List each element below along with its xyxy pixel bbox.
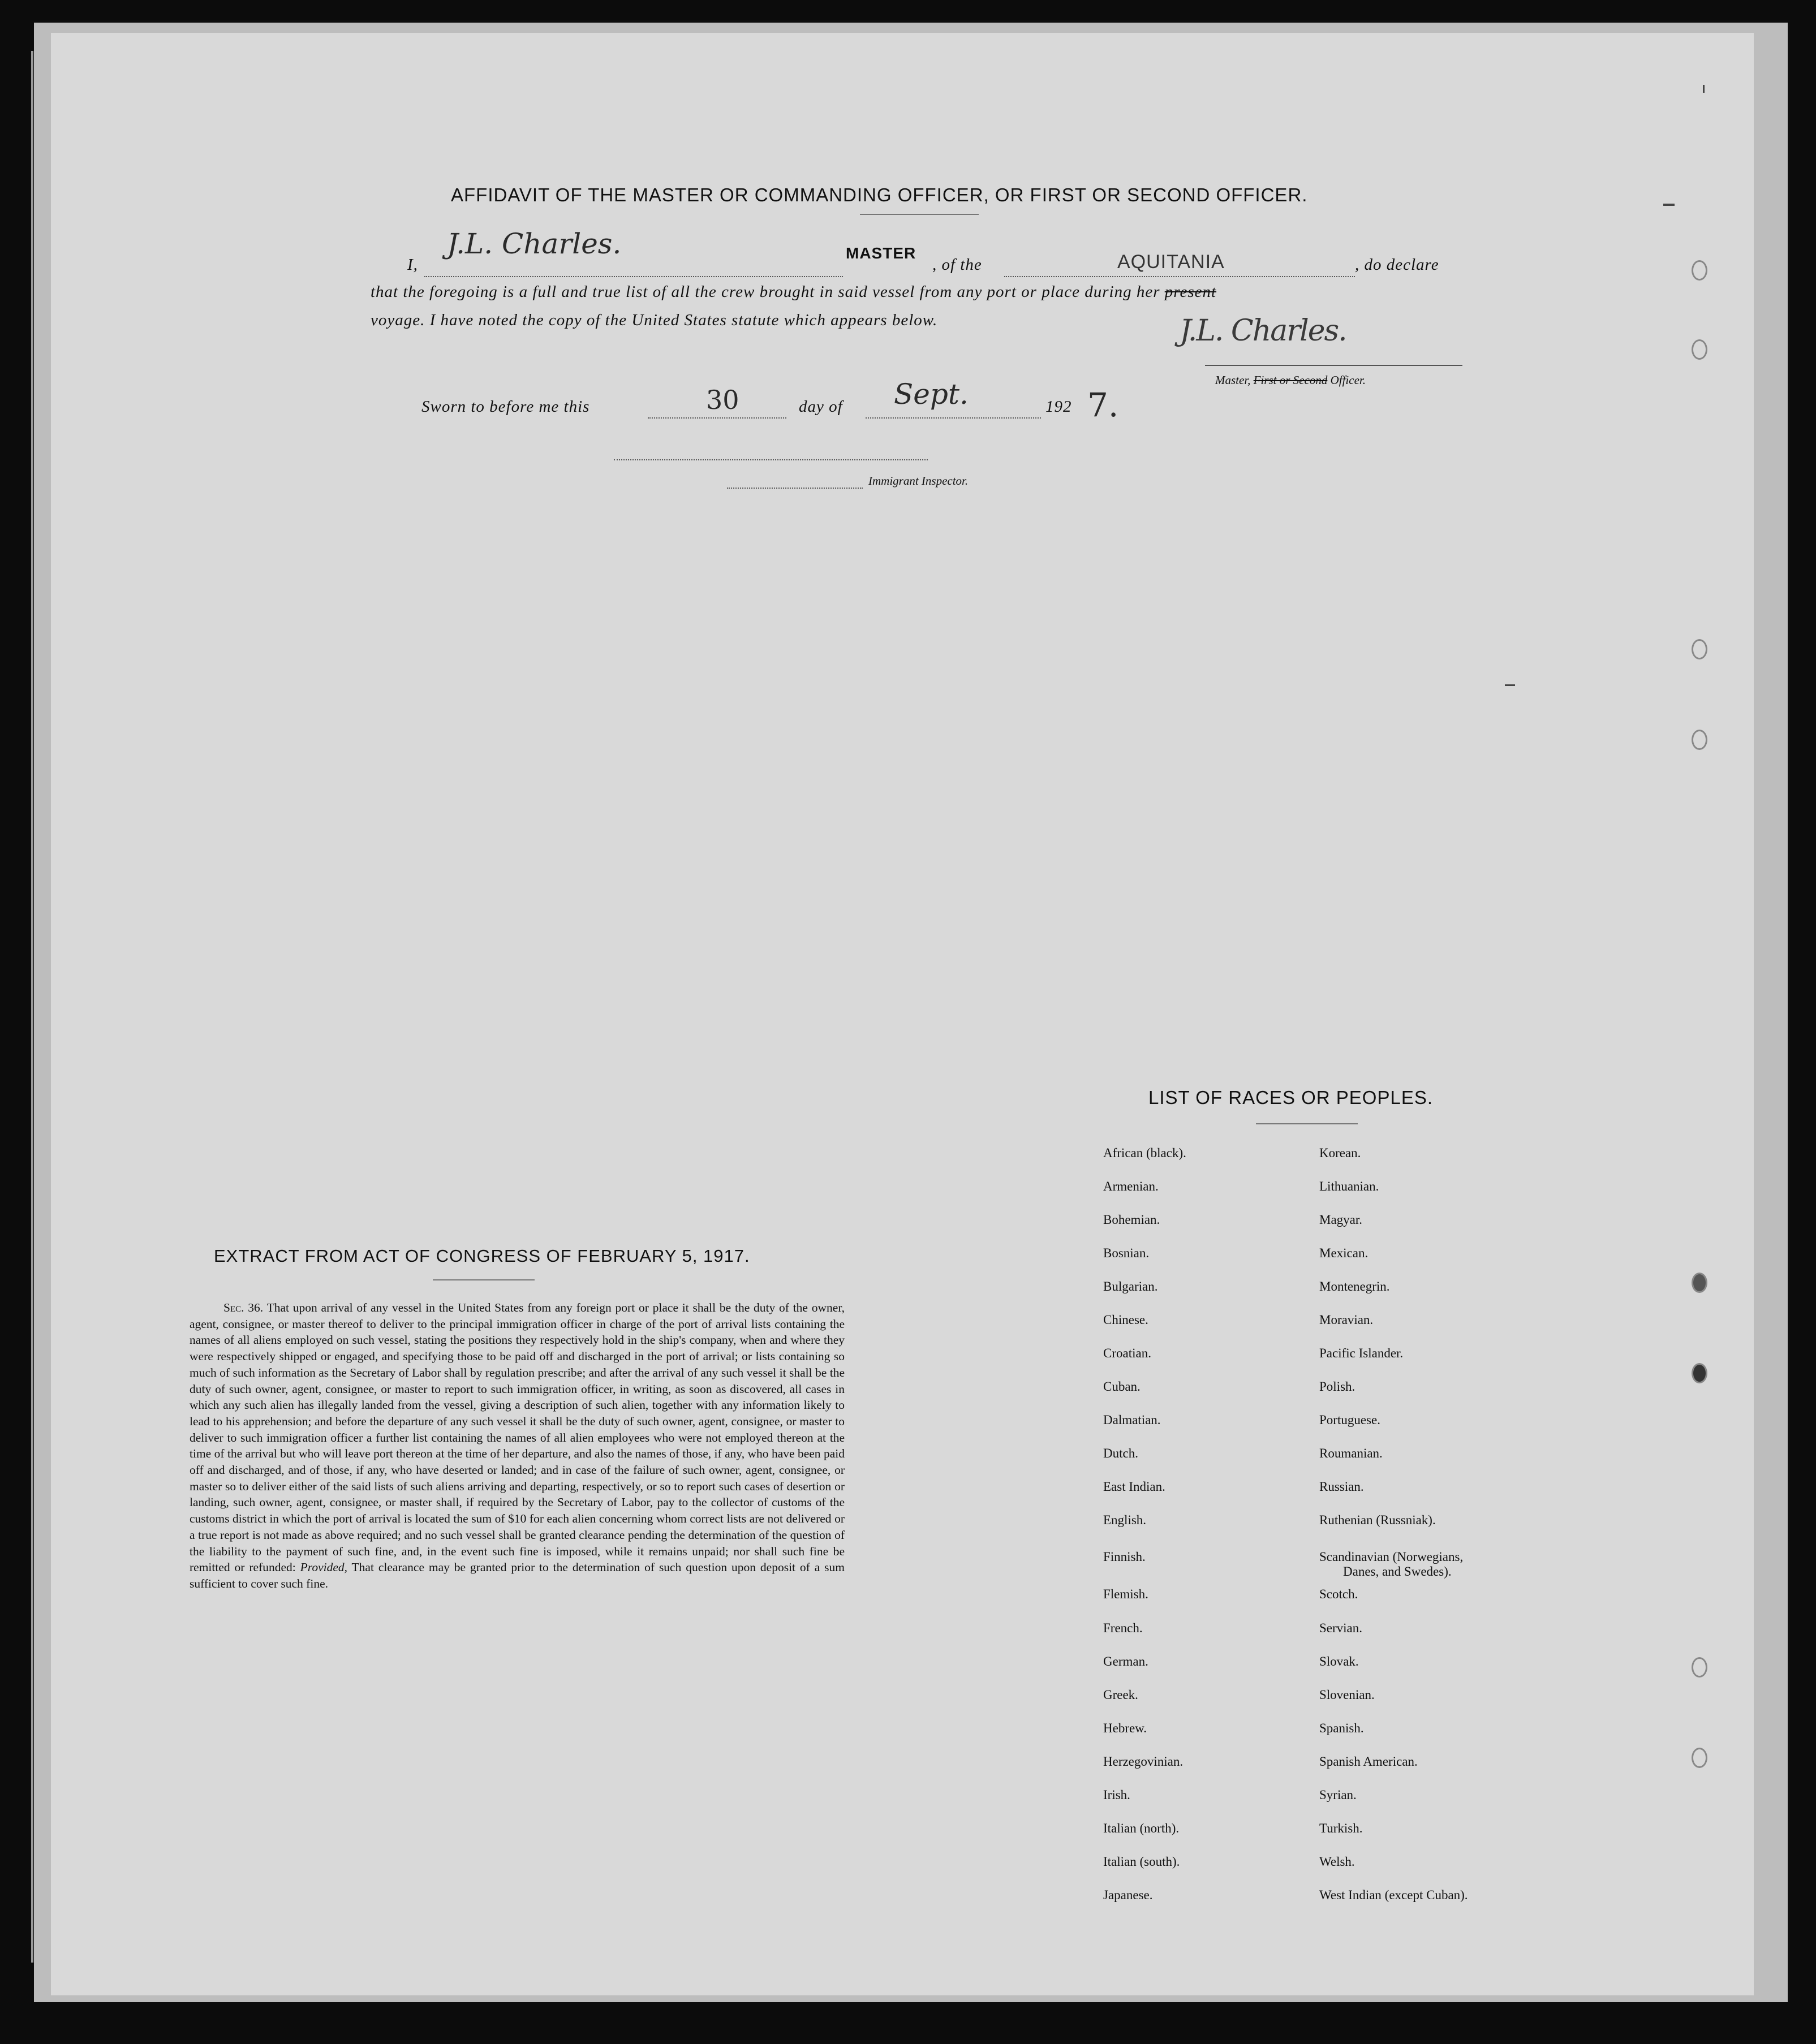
race-item: Hebrew. bbox=[1103, 1721, 1147, 1735]
caption-struck: First or Second bbox=[1253, 373, 1328, 387]
races-heading-rule bbox=[1256, 1123, 1358, 1124]
race-item: German. bbox=[1103, 1654, 1148, 1668]
day-dotted-line bbox=[648, 417, 786, 419]
binding-hole bbox=[1692, 730, 1707, 750]
binding-hole bbox=[1692, 1657, 1707, 1678]
race-item: Syrian. bbox=[1319, 1788, 1357, 1802]
race-item: Montenegrin. bbox=[1319, 1279, 1390, 1293]
extract-heading: EXTRACT FROM ACT OF CONGRESS OF FEBRUARY 5, 1917. bbox=[214, 1246, 750, 1266]
sworn-label: Sworn to before me this bbox=[421, 398, 590, 416]
race-item: Lithuanian. bbox=[1319, 1179, 1379, 1193]
affidavit-heading: AFFIDAVIT OF THE MASTER OR COMMANDING OFFICER, OR FIRST OR SECOND OFFICER. bbox=[451, 184, 1308, 205]
binding-hole bbox=[1692, 339, 1707, 360]
race-item: Italian (south). bbox=[1103, 1855, 1180, 1869]
binding-hole bbox=[1692, 1363, 1707, 1383]
race-item: Roumanian. bbox=[1319, 1446, 1383, 1460]
race-item: East Indian. bbox=[1103, 1480, 1165, 1494]
race-item: Herzegovinian. bbox=[1103, 1754, 1184, 1769]
race-item: Croatian. bbox=[1103, 1346, 1151, 1360]
binding-edge bbox=[31, 51, 33, 1963]
race-item: Chinese. bbox=[1103, 1313, 1148, 1327]
day-value: 30 bbox=[706, 385, 739, 415]
of-the-label: , of the bbox=[932, 256, 982, 274]
binding-hole bbox=[1692, 1273, 1707, 1293]
race-item: Russian. bbox=[1319, 1480, 1364, 1494]
race-item: Spanish American. bbox=[1319, 1754, 1418, 1769]
signer-name-handwritten: J.L. Charles. bbox=[447, 227, 622, 260]
race-item: Japanese. bbox=[1103, 1888, 1153, 1902]
inspector-signature-line bbox=[614, 459, 928, 460]
race-item: Greek. bbox=[1103, 1688, 1138, 1702]
race-item: Flemish. bbox=[1103, 1587, 1148, 1601]
year-suffix: 7. bbox=[1087, 386, 1119, 424]
race-item: Bulgarian. bbox=[1103, 1279, 1158, 1293]
section-label: Sec. 36. bbox=[223, 1301, 264, 1314]
race-item: Mexican. bbox=[1319, 1246, 1369, 1260]
race-item: Finnish. bbox=[1103, 1550, 1146, 1564]
binding-hole bbox=[1692, 639, 1707, 659]
vessel-name: AQUITANIA bbox=[1117, 251, 1225, 273]
name-dotted-line bbox=[424, 276, 843, 277]
race-item: Dalmatian. bbox=[1103, 1413, 1161, 1427]
vessel-dotted-line bbox=[1004, 276, 1355, 277]
margin-mark bbox=[1663, 204, 1675, 206]
race-item: Welsh. bbox=[1319, 1855, 1355, 1869]
provided-word: Provided, bbox=[300, 1560, 348, 1575]
race-item: West Indian (except Cuban). bbox=[1319, 1888, 1468, 1902]
race-item: Pacific Islander. bbox=[1319, 1346, 1404, 1360]
race-item: Turkish. bbox=[1319, 1821, 1363, 1835]
year-prefix: 192 bbox=[1045, 398, 1072, 416]
race-item: Polish. bbox=[1319, 1379, 1355, 1394]
heading-rule bbox=[860, 214, 979, 215]
race-item: Armenian. bbox=[1103, 1179, 1159, 1193]
race-item: Scotch. bbox=[1319, 1587, 1358, 1601]
master-signature: J.L. Charles. bbox=[1180, 314, 1346, 348]
race-item: French. bbox=[1103, 1621, 1143, 1635]
day-of-label: day of bbox=[799, 398, 843, 416]
extract-paragraph bbox=[190, 1300, 845, 1592]
signature-line bbox=[1205, 365, 1462, 366]
race-item: Spanish. bbox=[1319, 1721, 1364, 1735]
race-item: Irish. bbox=[1103, 1788, 1130, 1802]
race-item: Bosnian. bbox=[1103, 1246, 1150, 1260]
race-item: Dutch. bbox=[1103, 1446, 1138, 1460]
races-heading: LIST OF RACES OR PEOPLES. bbox=[1148, 1087, 1434, 1108]
month-value: Sept. bbox=[894, 378, 969, 411]
race-item: Korean. bbox=[1319, 1146, 1361, 1160]
signature-caption bbox=[1215, 373, 1366, 387]
caption-officer: Officer. bbox=[1330, 373, 1366, 387]
race-item: Slovak. bbox=[1319, 1654, 1359, 1668]
race-item: Italian (north). bbox=[1103, 1821, 1180, 1835]
declaration-text: that the foregoing is a full and true list of all the crew brought in said vessel from any port or place during her bbox=[371, 283, 1160, 301]
caption-master: Master, bbox=[1215, 373, 1251, 387]
race-item: Servian. bbox=[1319, 1621, 1363, 1635]
extract-text: That upon arrival of any vessel in the United States from any foreign port or place it shall be the duty of the owner, agent, consignee, or master thereof to deliver to the principal immigration officer in charge of the port of arrival lists containing the names of all aliens employed on such vessel, stating the positions they respectively hold in the ship's company, when and where they were respectively shipped or engaged, and specifying those to be paid off and discharged in the port of arrival; or lists containing so much of such information as the Secretary of Labor shall by regulation prescribe; and after the arrival of any such vessel it shall be the duty of such owner, agent, consignee, or master to report to such immigration officer, in writing, as soon as discovered, all cases in which any such alien has illegally landed from the vessel, giving a description of such alien, together with any information likely to lead to his apprehension; and before the departure of any such vessel it shall be the duty of such owner, agent, consignee, or master to deliver to such immigration officer a further list containing the names of all alien employees who were not employed thereon at the time of the arrival but who will leave port thereon at the time of her departure, and also the names of those, if any, who have been paid off and discharged, and of those, if any, who have deserted or landed; and in case of the failure of such owner, agent, consignee, or master so to deliver either of the said lists of such aliens arriving and departing, respectively, or so to report such cases of desertion or landing, such owner, agent, consignee, or master shall, if required by the Secretary of Labor, pay to the collector of customs of the customs district in which the port of arrival is located the sum of $10 for each alien concerning whom correct lists are not delivered or a true report is not made as above required; and no such vessel shall be granted clearance pending the determination of the question of the liability to the payment of such fine, and, in the event such fine is imposed, while it remains unpaid; nor shall such fine be remitted or refunded: bbox=[190, 1301, 845, 1575]
race-item: English. bbox=[1103, 1513, 1147, 1527]
margin-mark bbox=[1505, 684, 1515, 686]
extract-heading-rule bbox=[433, 1279, 535, 1280]
race-item: Bohemian. bbox=[1103, 1213, 1160, 1227]
prefix-i: I, bbox=[407, 256, 418, 274]
binding-hole bbox=[1692, 260, 1707, 281]
declaration-line-2 bbox=[371, 283, 1216, 301]
inspector-dotted-line bbox=[727, 488, 863, 489]
inspector-label: Immigrant Inspector. bbox=[868, 474, 969, 488]
margin-mark bbox=[1703, 85, 1705, 93]
race-item: Portuguese. bbox=[1319, 1413, 1380, 1427]
race-item: Moravian. bbox=[1319, 1313, 1374, 1327]
race-item: Cuban. bbox=[1103, 1379, 1141, 1394]
race-item: Ruthenian (Russniak). bbox=[1319, 1513, 1436, 1527]
master-label: MASTER bbox=[846, 244, 916, 262]
race-item: African (black). bbox=[1103, 1146, 1186, 1160]
race-item: Scandinavian (Norwegians, bbox=[1319, 1550, 1464, 1564]
race-item: Magyar. bbox=[1319, 1213, 1363, 1227]
race-item-continued: Danes, and Swedes). bbox=[1343, 1564, 1452, 1579]
do-declare-label: , do declare bbox=[1355, 256, 1439, 274]
month-dotted-line bbox=[866, 417, 1041, 419]
race-item: Slovenian. bbox=[1319, 1688, 1375, 1702]
declaration-line-3: voyage. I have noted the copy of the United States statute which appears below. bbox=[371, 311, 938, 329]
binding-hole bbox=[1692, 1748, 1707, 1768]
extract-text-end: That clearance may be granted prior to the determination of such question upon deposit of a sum sufficient to cover such fine. bbox=[190, 1560, 845, 1590]
struck-word: present bbox=[1164, 283, 1217, 301]
